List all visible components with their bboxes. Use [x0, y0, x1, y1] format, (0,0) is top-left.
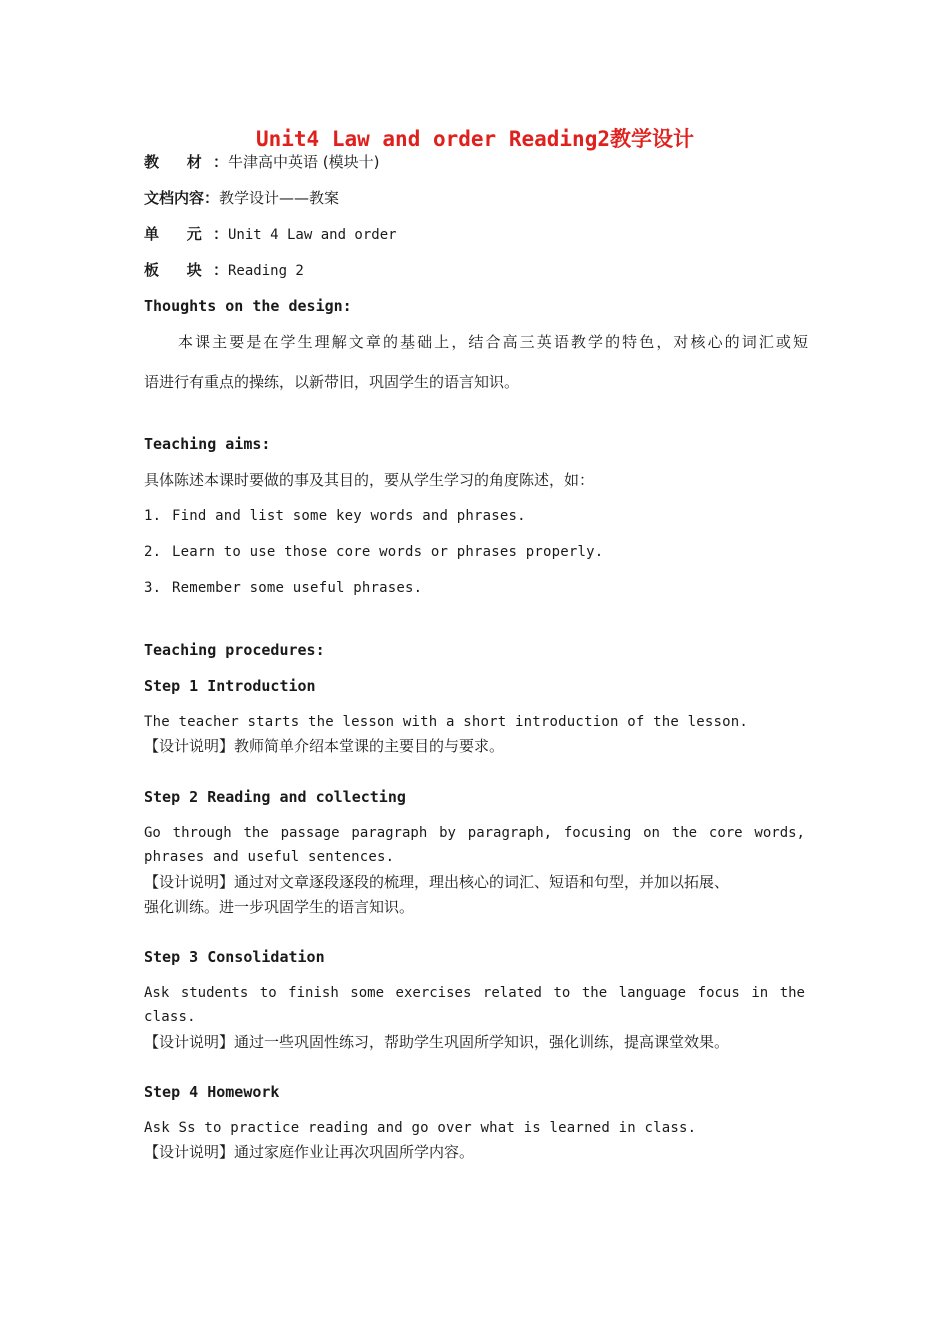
step-2-title: Step 2 Reading and collecting — [144, 788, 406, 806]
step-4-text: Ask Ss to practice reading and go over what is learned in class. — [144, 1120, 697, 1136]
step-1-note: 【设计说明】教师简单介绍本堂课的主要目的与要求。 — [144, 737, 505, 755]
thoughts-line-1: 本课主要是在学生理解文章的基础上，结合高三英语教学的特色，对核心的词汇或短 — [178, 333, 808, 351]
aim-text: Remember some useful phrases. — [172, 580, 423, 596]
meta-label: 单 元： — [144, 225, 228, 243]
aim-item-2 — [144, 542, 603, 562]
meta-label: 文档内容： — [144, 189, 220, 207]
list-number: 3. — [144, 580, 162, 596]
meta-row-section — [144, 260, 304, 281]
aims-heading: Teaching aims: — [144, 435, 271, 453]
step-1-text: The teacher starts the lesson with a short introduction of the lesson. — [144, 714, 749, 730]
meta-value: Reading 2 — [228, 263, 304, 279]
document-title: Unit4 Law and order Reading2教学设计 — [255, 127, 694, 151]
aim-item-1 — [144, 506, 526, 526]
meta-label: 教 材： — [144, 153, 228, 171]
aims-intro: 具体陈述本课时要做的事及其目的，要从学生学习的角度陈述，如： — [144, 471, 595, 489]
step-3-text-line-2: class. — [144, 1009, 196, 1025]
meta-row-unit — [144, 224, 397, 245]
meta-row-textbook — [144, 152, 379, 172]
aim-text: Find and list some key words and phrases. — [172, 508, 526, 524]
list-number: 2. — [144, 544, 162, 560]
aim-text: Learn to use those core words or phrases properly. — [172, 544, 604, 560]
meta-value: 教学设计——教案 — [219, 189, 340, 207]
step-2-note-line-1: 【设计说明】通过对文章逐段逐段的梳理，理出核心的词汇、短语和句型，并加以拓展、 — [144, 873, 730, 891]
step-4-title: Step 4 Homework — [144, 1083, 280, 1101]
step-2-note-line-2: 强化训练。进一步巩固学生的语言知识。 — [144, 898, 415, 916]
step-3-text-line-1: Ask students to finish some exercises related to the language focus in the — [144, 985, 805, 1001]
step-1-title: Step 1 Introduction — [144, 677, 316, 695]
thoughts-heading: Thoughts on the design: — [144, 297, 352, 315]
step-3-title: Step 3 Consolidation — [144, 948, 325, 966]
meta-value: 牛津高中英语 (模块十) — [228, 153, 380, 171]
procedures-heading: Teaching procedures: — [144, 641, 325, 659]
step-3-note: 【设计说明】通过一些巩固性练习，帮助学生巩固所学知识，强化训练，提高课堂效果。 — [144, 1033, 730, 1051]
step-4-note: 【设计说明】通过家庭作业让再次巩固所学内容。 — [144, 1143, 475, 1161]
aim-item-3 — [144, 578, 422, 598]
thoughts-line-2: 语进行有重点的操练，以新带旧，巩固学生的语言知识。 — [144, 373, 520, 391]
meta-row-content — [144, 188, 339, 208]
meta-label: 板 块： — [144, 261, 228, 279]
step-2-text-line-2: phrases and useful sentences. — [144, 849, 395, 865]
list-number: 1. — [144, 508, 162, 524]
step-2-text-line-1: Go through the passage paragraph by paragraph, focusing on the core words, — [144, 825, 805, 841]
meta-value: Unit 4 Law and order — [228, 227, 397, 243]
